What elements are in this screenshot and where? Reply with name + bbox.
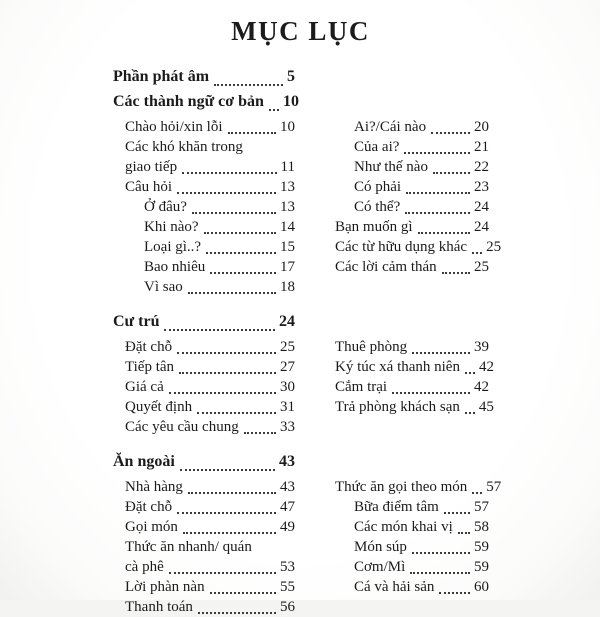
toc-entry-page-number: 27 <box>280 359 295 375</box>
leader-dots <box>244 432 276 434</box>
toc-entry-label: Đặt chỗ <box>125 339 173 355</box>
toc-entry <box>113 277 295 297</box>
toc-entry-page-number: 56 <box>280 599 295 615</box>
leader-dots <box>180 469 275 471</box>
toc-entry-label: Đặt chỗ <box>125 499 173 515</box>
toc-entry-page-number: 25 <box>280 339 295 355</box>
toc-section-heading <box>113 64 295 89</box>
toc-entry-label: Loại gì..? <box>144 239 202 255</box>
leader-dots <box>410 572 470 574</box>
toc-entry-label: Gọi món <box>125 519 178 535</box>
toc-entry-page-number: 57 <box>474 499 489 515</box>
toc-entry-label: Câu hỏi <box>125 179 173 195</box>
toc-entry-label: Chào hỏi/xin lỗi <box>125 119 223 135</box>
toc-entry-label: Quyết định <box>125 399 193 415</box>
toc-entry-page-number: 33 <box>280 419 295 435</box>
toc-entry-page-number: 42 <box>478 359 494 375</box>
toc-entry-page-number: 24 <box>474 199 489 215</box>
leader-dots <box>404 152 470 154</box>
leader-dots <box>169 392 276 394</box>
toc-entry-label: Các khó khăn trong <box>125 139 243 155</box>
toc-entry <box>323 497 489 517</box>
toc-entry <box>323 357 494 377</box>
leader-dots <box>192 212 276 214</box>
leader-dots <box>197 412 276 414</box>
toc-entry-page-number: 42 <box>474 379 489 395</box>
toc-entry <box>113 497 295 517</box>
toc-entry-page-number: 59 <box>474 539 489 555</box>
toc-entry-label: Các yêu cầu chung <box>125 419 239 435</box>
toc-entry-page-number: 45 <box>478 399 494 415</box>
toc-entry-label: Thuê phòng <box>335 339 408 355</box>
leader-dots <box>177 192 276 194</box>
toc-entry <box>113 557 295 577</box>
toc-entry-label: Món súp <box>354 539 407 555</box>
toc-column-right <box>323 117 502 297</box>
toc-entry-page-number: 13 <box>280 199 295 215</box>
toc-entry <box>323 197 489 217</box>
toc-entry <box>113 117 295 137</box>
leader-dots <box>182 172 276 174</box>
toc-entry <box>113 197 295 217</box>
toc-entry-page-number: 18 <box>280 279 295 295</box>
toc-entry-page-number: 57 <box>486 479 502 495</box>
toc-entry <box>113 577 295 597</box>
leader-dots <box>206 252 276 254</box>
toc-entry-label: Ký túc xá thanh niên <box>335 359 460 375</box>
toc-entry <box>113 597 295 617</box>
leader-dots <box>392 392 470 394</box>
toc-column-right <box>323 337 494 437</box>
toc-entry <box>113 477 295 497</box>
toc-entry-label: Có phải <box>354 179 402 195</box>
toc-entry-label: Ăn ngoài <box>113 453 175 470</box>
toc-column-right <box>323 477 502 617</box>
toc-entry-page-number: 24 <box>474 219 489 235</box>
leader-dots <box>465 412 475 414</box>
toc-entry-label: Phần phát âm <box>113 68 210 85</box>
toc-entry-page-number: 10 <box>282 93 299 110</box>
leader-dots <box>198 612 276 614</box>
toc-entry <box>113 177 295 197</box>
toc-entry-label: Như thế nào <box>354 159 428 175</box>
toc-entry-page-number: 60 <box>474 579 489 595</box>
toc-entry-label: Giá cả <box>125 379 164 395</box>
leader-dots <box>431 132 470 134</box>
toc-column-left <box>113 117 295 297</box>
leader-dots <box>458 532 470 534</box>
toc-entry <box>113 337 295 357</box>
leader-dots <box>439 592 470 594</box>
toc-entry-page-number: 47 <box>280 499 295 515</box>
leader-dots <box>405 212 470 214</box>
toc-entry-label: Cá và hải sản <box>354 579 435 595</box>
toc-entry-label: cà phê <box>125 559 164 575</box>
toc-entry-label: Tiếp tân <box>125 359 175 375</box>
toc-entry-page-number: 5 <box>287 68 295 85</box>
toc-entry <box>323 137 489 157</box>
toc-entry-page-number: 11 <box>280 159 295 175</box>
toc-entry-page-number: 14 <box>280 219 295 235</box>
leader-dots <box>214 84 283 86</box>
toc-entry-label: Thức ăn nhanh/ quán <box>125 539 252 555</box>
toc-entry-page-number: 10 <box>280 119 295 135</box>
toc-column-left <box>113 337 295 437</box>
toc-entry-page-number: 49 <box>280 519 295 535</box>
leader-dots <box>228 132 277 134</box>
toc-entry-page-number: 24 <box>279 313 295 330</box>
toc-entry-page-number: 53 <box>280 559 295 575</box>
toc-entry-label: Trả phòng khách sạn <box>335 399 460 415</box>
toc-entry-page-number: 55 <box>280 579 295 595</box>
toc-entry <box>113 137 295 157</box>
toc-entry-label: Bao nhiêu <box>144 259 206 275</box>
toc-entry <box>323 517 489 537</box>
toc-entry-page-number: 39 <box>474 339 489 355</box>
leader-dots <box>406 192 470 194</box>
leader-dots <box>465 372 475 374</box>
leader-dots <box>472 492 482 494</box>
toc-entry <box>113 217 295 237</box>
leader-dots <box>188 492 276 494</box>
leader-dots <box>179 372 276 374</box>
toc-entry-page-number: 17 <box>280 259 295 275</box>
toc-entry-label: Có thể? <box>354 199 401 215</box>
toc-entry-label: Nhà hàng <box>125 479 183 495</box>
toc-entry-page-number: 25 <box>474 259 489 275</box>
leader-dots <box>412 552 470 554</box>
toc-entry <box>323 537 489 557</box>
toc-section <box>113 449 502 617</box>
toc-entry <box>323 177 489 197</box>
toc-entry-label: giao tiếp <box>125 159 178 175</box>
leader-dots <box>433 172 470 174</box>
toc-entry <box>323 217 489 237</box>
toc-entry-page-number: 22 <box>474 159 489 175</box>
leader-dots <box>418 232 471 234</box>
toc-entry-label: Các món khai vị <box>354 519 453 535</box>
leader-dots <box>269 109 279 111</box>
toc-section-heading <box>113 309 295 334</box>
toc-entry <box>113 377 295 397</box>
toc-entry <box>113 517 295 537</box>
table-of-contents <box>113 64 502 617</box>
toc-entry-page-number: 25 <box>486 239 502 255</box>
toc-entry-page-number: 15 <box>280 239 295 255</box>
toc-entry-label: Khi nào? <box>144 219 199 235</box>
toc-entry-label: Ở đâu? <box>144 199 187 215</box>
toc-entry <box>323 257 489 277</box>
toc-entry-page-number: 13 <box>280 179 295 195</box>
toc-entry <box>113 537 295 557</box>
leader-dots <box>442 272 470 274</box>
toc-entry <box>113 357 295 377</box>
toc-entry-page-number: 21 <box>474 139 489 155</box>
leader-dots <box>472 252 482 254</box>
toc-entry <box>323 237 502 257</box>
toc-entry <box>323 377 489 397</box>
toc-entry-label: Thức ăn gọi theo món <box>335 479 468 495</box>
toc-entry-label: Bạn muốn gì <box>335 219 413 235</box>
leader-dots <box>169 572 276 574</box>
toc-entry <box>113 397 295 417</box>
toc-entry-label: Cư trú <box>113 313 160 330</box>
toc-entry-label: Bữa điểm tâm <box>354 499 439 515</box>
toc-entry-label: Các từ hữu dụng khác <box>335 239 468 255</box>
leader-dots <box>412 352 470 354</box>
toc-entry <box>323 477 502 497</box>
toc-entry-label: Các thành ngữ cơ bản <box>113 93 264 110</box>
toc-entry-page-number: 59 <box>474 559 489 575</box>
toc-entry <box>323 157 489 177</box>
toc-entry-page-number: 43 <box>280 479 295 495</box>
toc-entry-page-number: 58 <box>474 519 489 535</box>
toc-entry-label: Cơm/Mì <box>354 559 406 575</box>
toc-section-heading <box>113 89 299 114</box>
toc-entry-label: Thanh toán <box>125 599 193 615</box>
toc-entry <box>323 557 489 577</box>
leader-dots <box>204 232 276 234</box>
toc-entry <box>323 397 494 417</box>
leader-dots <box>177 352 276 354</box>
toc-entry <box>323 577 489 597</box>
leader-dots <box>444 512 470 514</box>
toc-entry-label: Lời phàn nàn <box>125 579 205 595</box>
toc-entry <box>113 157 295 177</box>
toc-entry-label: Các lời cảm thán <box>335 259 437 275</box>
page-title: MỤC LỤC <box>231 16 370 46</box>
toc-entry-page-number: 20 <box>474 119 489 135</box>
toc-section <box>113 64 502 297</box>
toc-entry-page-number: 23 <box>474 179 489 195</box>
toc-column-left <box>113 477 295 617</box>
leader-dots <box>210 272 276 274</box>
leader-dots <box>177 512 276 514</box>
toc-entry-label: Vì sao <box>144 279 183 295</box>
leader-dots <box>183 532 276 534</box>
toc-entry-page-number: 31 <box>280 399 295 415</box>
toc-entry <box>113 237 295 257</box>
toc-entry-label: Ai?/Cái nào <box>354 119 427 135</box>
toc-entry <box>113 257 295 277</box>
toc-section <box>113 309 494 437</box>
toc-entry-label: Cắm trại <box>335 379 388 395</box>
leader-dots <box>164 329 275 331</box>
toc-entry-label: Của ai? <box>354 139 400 155</box>
toc-entry <box>323 337 489 357</box>
leader-dots <box>188 292 276 294</box>
toc-entry-page-number: 43 <box>279 453 295 470</box>
toc-entry <box>323 117 489 137</box>
toc-entry <box>113 417 295 437</box>
toc-entry-page-number: 30 <box>280 379 295 395</box>
toc-section-heading <box>113 449 295 474</box>
leader-dots <box>210 592 276 594</box>
